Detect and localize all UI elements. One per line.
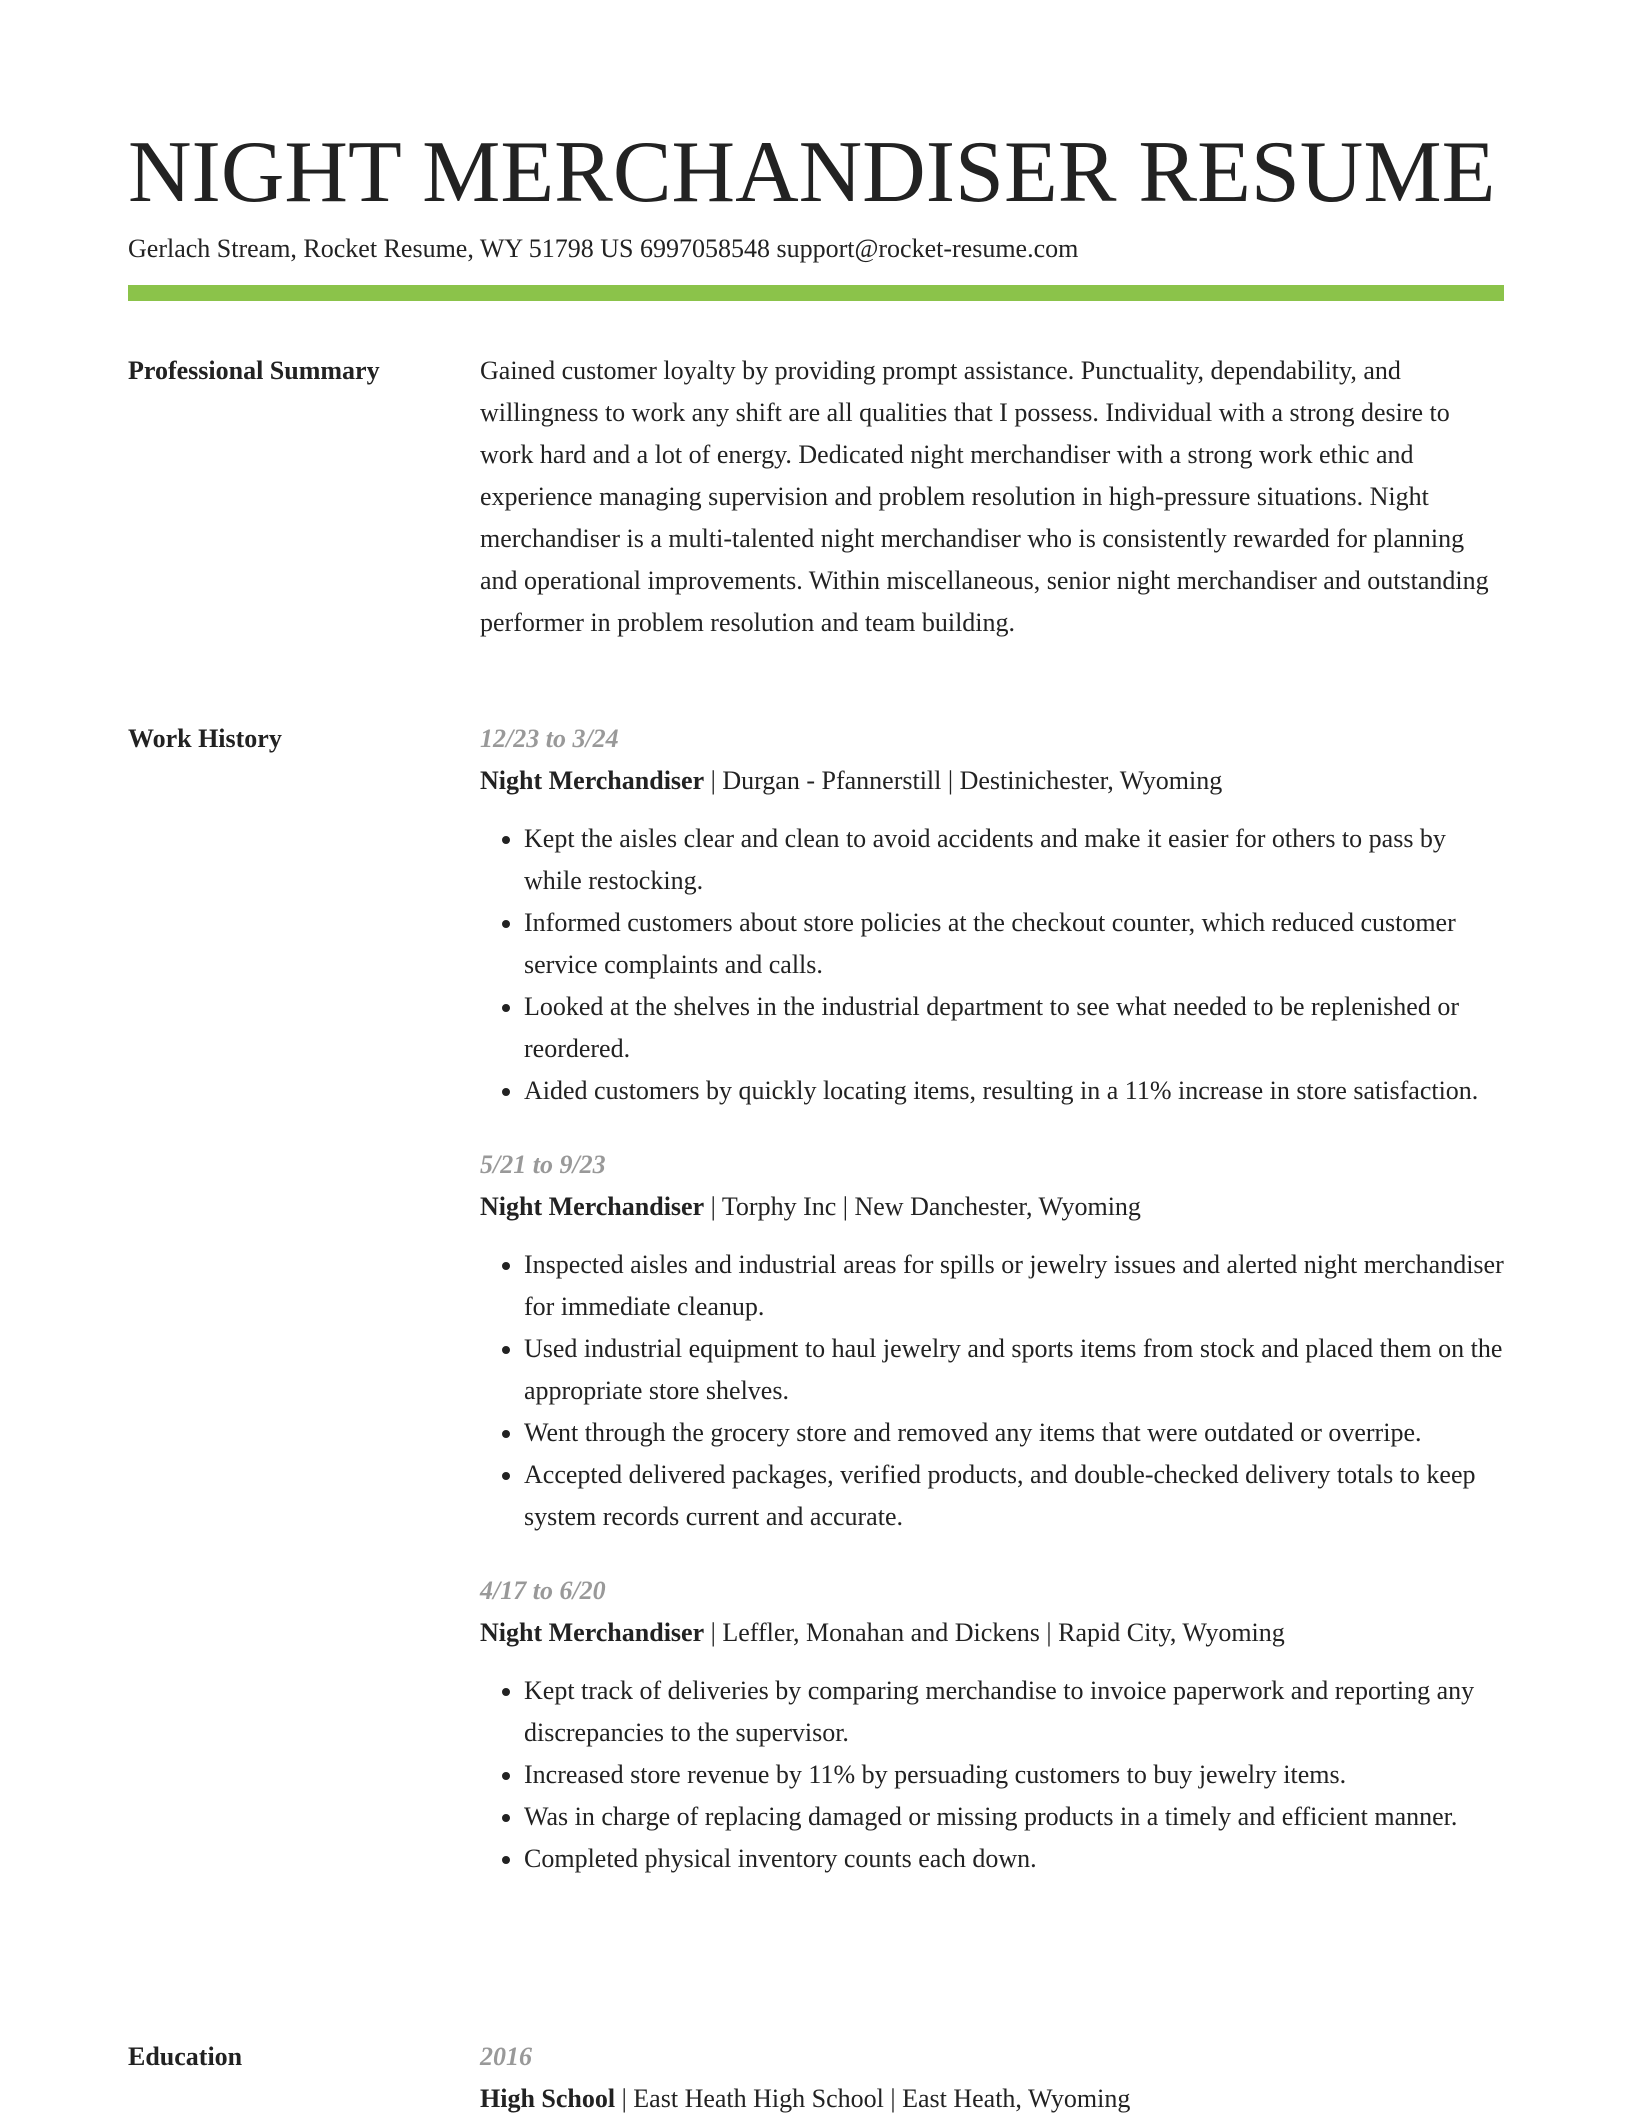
- work-history-body: [480, 718, 1504, 1912]
- work-history-label: Work History: [128, 724, 282, 753]
- job-entry: [480, 1570, 1504, 1880]
- summary-body: [480, 350, 1504, 644]
- job-details: | Leffler, Monahan and Dickens | Rapid City, Wyoming: [704, 1618, 1285, 1647]
- resume-title: NIGHT MERCHANDISER RESUME: [128, 124, 1496, 221]
- job-dates: 5/21 to 9/23: [480, 1150, 606, 1179]
- job-bullet: • Inspected aisles and industrial areas for spills or jewelry issues and alerted night merchandiser for immediate cleanup.: [524, 1244, 1504, 1328]
- job-bullets: [480, 1244, 1504, 1538]
- job-bullet: • Increased store revenue by 11% by persuading customers to buy jewelry items.: [524, 1754, 1504, 1796]
- job-bullets: [480, 818, 1504, 1112]
- education-label: Education: [128, 2042, 243, 2071]
- job-bullet: • Kept the aisles clear and clean to avoid accidents and make it easier for others to pass by while restocking.: [524, 818, 1504, 902]
- education-title: High School: [480, 2084, 616, 2113]
- job-bullets: [480, 1670, 1504, 1880]
- job-bullet: • Was in charge of replacing damaged or missing products in a timely and efficient manner.: [524, 1796, 1504, 1838]
- job-title: Night Merchandiser: [480, 1618, 705, 1647]
- job-heading: [480, 1612, 1504, 1654]
- job-entry: [480, 718, 1504, 1112]
- job-bullet: • Aided customers by quickly locating items, resulting in a 11% increase in store satisfaction.: [524, 1070, 1504, 1112]
- job-entry: [480, 1144, 1504, 1538]
- job-heading: [480, 1186, 1504, 1228]
- job-heading: [480, 760, 1504, 802]
- education-body: [480, 2036, 1504, 2120]
- job-bullet: • Looked at the shelves in the industrial department to see what needed to be replenished or reordered.: [524, 986, 1504, 1070]
- contact-line: Gerlach Stream, Rocket Resume, WY 51798 US 6997058548 support@rocket-resume.com: [128, 234, 1079, 263]
- job-details: | Torphy Inc | New Danchester, Wyoming: [704, 1192, 1141, 1221]
- job-bullet: • Kept track of deliveries by comparing merchandise to invoice paperwork and reporting any discrepancies to the supervisor.: [524, 1670, 1504, 1754]
- job-bullet: • Informed customers about store policies at the checkout counter, which reduced customer service complaints and calls.: [524, 902, 1504, 986]
- job-dates: 12/23 to 3/24: [480, 724, 619, 753]
- education-dates: 2016: [480, 2042, 532, 2071]
- education-details: | East Heath High School | East Heath, Wyoming: [615, 2084, 1131, 2113]
- accent-divider: [128, 285, 1504, 301]
- job-bullet: • Used industrial equipment to haul jewelry and sports items from stock and placed them on the appropriate store shelves.: [524, 1328, 1504, 1412]
- summary-label: Professional Summary: [128, 356, 380, 385]
- job-bullet: • Went through the grocery store and removed any items that were outdated or overripe.: [524, 1412, 1504, 1454]
- job-bullet: • Completed physical inventory counts each down.: [524, 1838, 1504, 1880]
- education-heading: [480, 2078, 1504, 2120]
- summary-text: Gained customer loyalty by providing prompt assistance. Punctuality, dependability, and willingness to work any shift are all qualities that I possess. Individual with a strong desire to work hard and a lot of energy. Dedicated night merchandiser with a strong work ethic and experience managing supervision and problem resolution in high-pressure situations. Night merchandiser is a multi-talented night merchandiser who is consistently rewarded for planning and operational improvements. Within miscellaneous, senior night merchandiser and outstanding performer in problem resolution and team building.: [480, 356, 1489, 637]
- job-details: | Durgan - Pfannerstill | Destinichester, Wyoming: [704, 766, 1223, 795]
- job-dates: 4/17 to 6/20: [480, 1576, 606, 1605]
- job-title: Night Merchandiser: [480, 766, 705, 795]
- job-bullet: • Accepted delivered packages, verified products, and double-checked delivery totals to keep system records current and accurate.: [524, 1454, 1504, 1538]
- job-title: Night Merchandiser: [480, 1192, 705, 1221]
